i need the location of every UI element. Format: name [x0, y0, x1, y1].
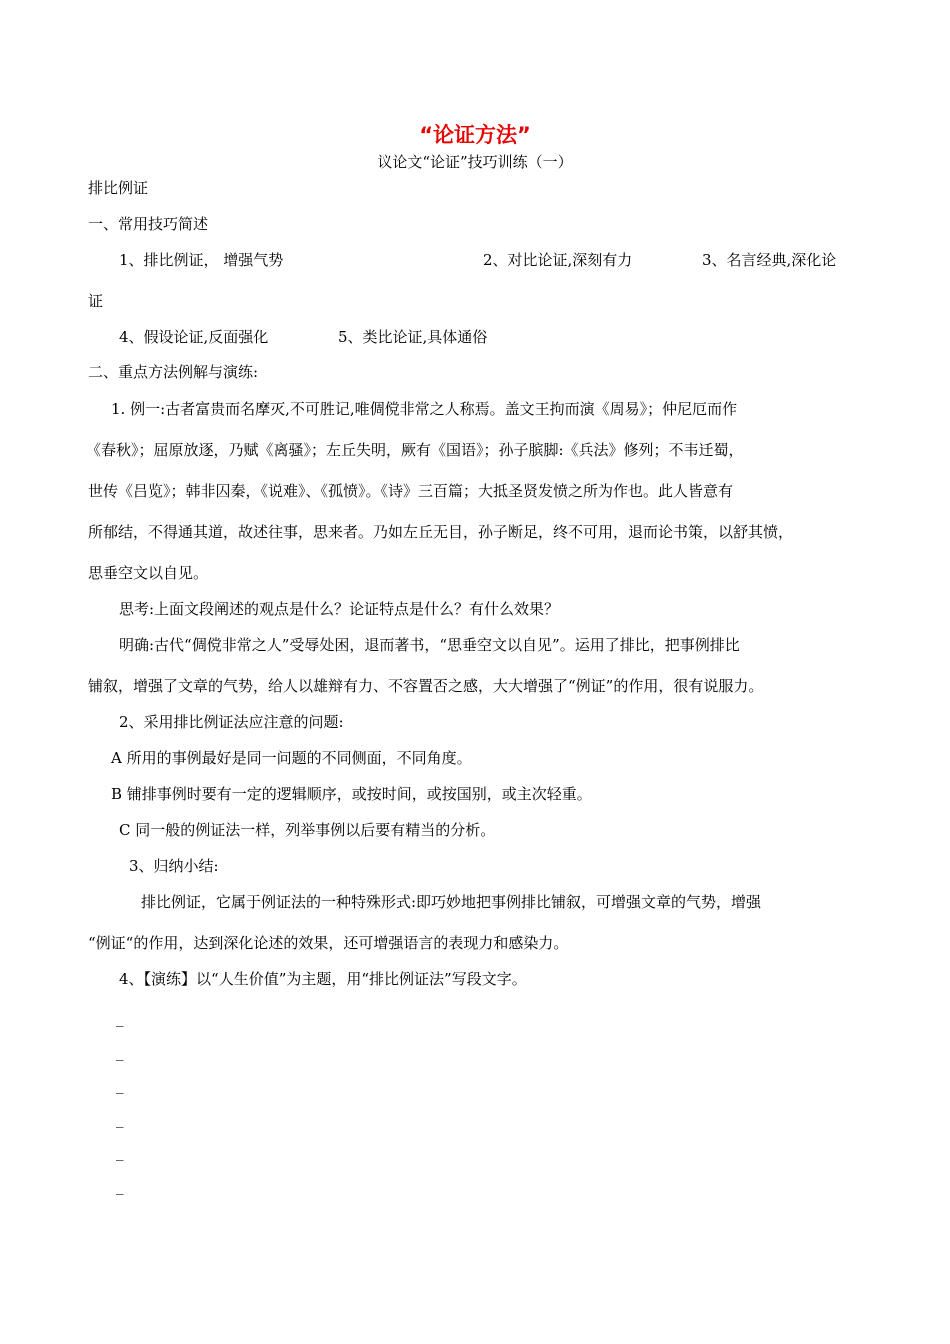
example-line: 世传《吕览》；韩非囚秦，《说难》、《孤愤》。《诗》三百篇；大抵圣贤发愤之所为作也。此人皆意有: [88, 482, 734, 500]
answer-blank-line: _: [116, 1177, 124, 1195]
summary-heading: 3、归纳小结:: [129, 857, 219, 875]
answer-line: 明确:古代“倜傥非常之人”受辱处困，退而著书，“思垂空文以自见”。运用了排比，把事例排比: [119, 636, 740, 654]
page-subtitle: 议论文“论证”技巧训练（一）: [377, 153, 573, 171]
answer-line: 铺叙，增强了文章的气势，给人以雄辩有力、不容置否之感，大大增强了“例证”的作用，很有说服力。: [88, 677, 764, 695]
answer-blank-line: _: [116, 1009, 124, 1027]
notice-item-c: C 同一般的例证法一样，列举事例以后要有精当的分析。: [119, 821, 496, 839]
answer-blank-line: _: [116, 1076, 124, 1094]
notice-item-b: B 铺排事例时要有一定的逻辑顺序，或按时间，或按国别，或主次轻重。: [111, 785, 592, 803]
answer-blank-line: _: [116, 1043, 124, 1061]
answer-blank-line: _: [116, 1110, 124, 1128]
example-line: 思垂空文以自见。: [88, 564, 209, 582]
answer-blank-line: _: [116, 1143, 124, 1161]
example-line: 所郁结，不得通其道，故述往事，思来者。乃如左丘无目，孙子断足，终不可用，退而论书策，以舒其愤，: [88, 523, 794, 541]
technique-item-3-continued: 证: [88, 292, 104, 310]
notice-heading: 2、采用排比例证法应注意的问题:: [119, 713, 344, 731]
summary-line: 排比例证，它属于例证法的一种特殊形式:即巧妙地把事例排比铺叙，可增强文章的气势，增强: [141, 893, 762, 911]
notice-item-a: A 所用的事例最好是同一问题的不同侧面，不同角度。: [111, 749, 472, 767]
example-line: 1. 例一:古者富贵而名摩灭,不可胜记,唯倜傥非常之人称焉。盖文王拘而演《周易》；仲尼厄而作: [111, 400, 738, 418]
exercise-prompt: 4、【演练】以“人生价值”为主题，用“排比例证法”写段文字。: [119, 970, 527, 988]
part1-heading: 一、常用技巧简述: [88, 215, 209, 233]
part2-heading: 二、重点方法例解与演练:: [88, 363, 259, 381]
technique-item-2: 2、对比论证,深刻有力: [483, 251, 633, 269]
technique-item-3: 3、名言经典,深化论: [702, 251, 837, 269]
summary-line: “例证“的作用，达到深化论述的效果，还可增强语言的表现力和感染力。: [88, 934, 569, 952]
technique-item-5: 5、类比论证,具体通俗: [338, 328, 488, 346]
page-title: “论证方法”: [419, 123, 531, 147]
example-line: 《春秋》；屈原放逐，乃赋《离骚》；左丘失明，厥有《国语》；孙子膑脚:《兵法》修列；不韦迁蜀，: [86, 441, 744, 459]
section-label: 排比例证: [88, 179, 149, 197]
think-question: 思考:上面文段阐述的观点是什么？论证特点是什么？有什么效果？: [119, 600, 560, 618]
technique-item-1: 1、排比例证， 增强气势: [119, 251, 284, 269]
technique-item-4: 4、假设论证,反面强化: [119, 328, 269, 346]
